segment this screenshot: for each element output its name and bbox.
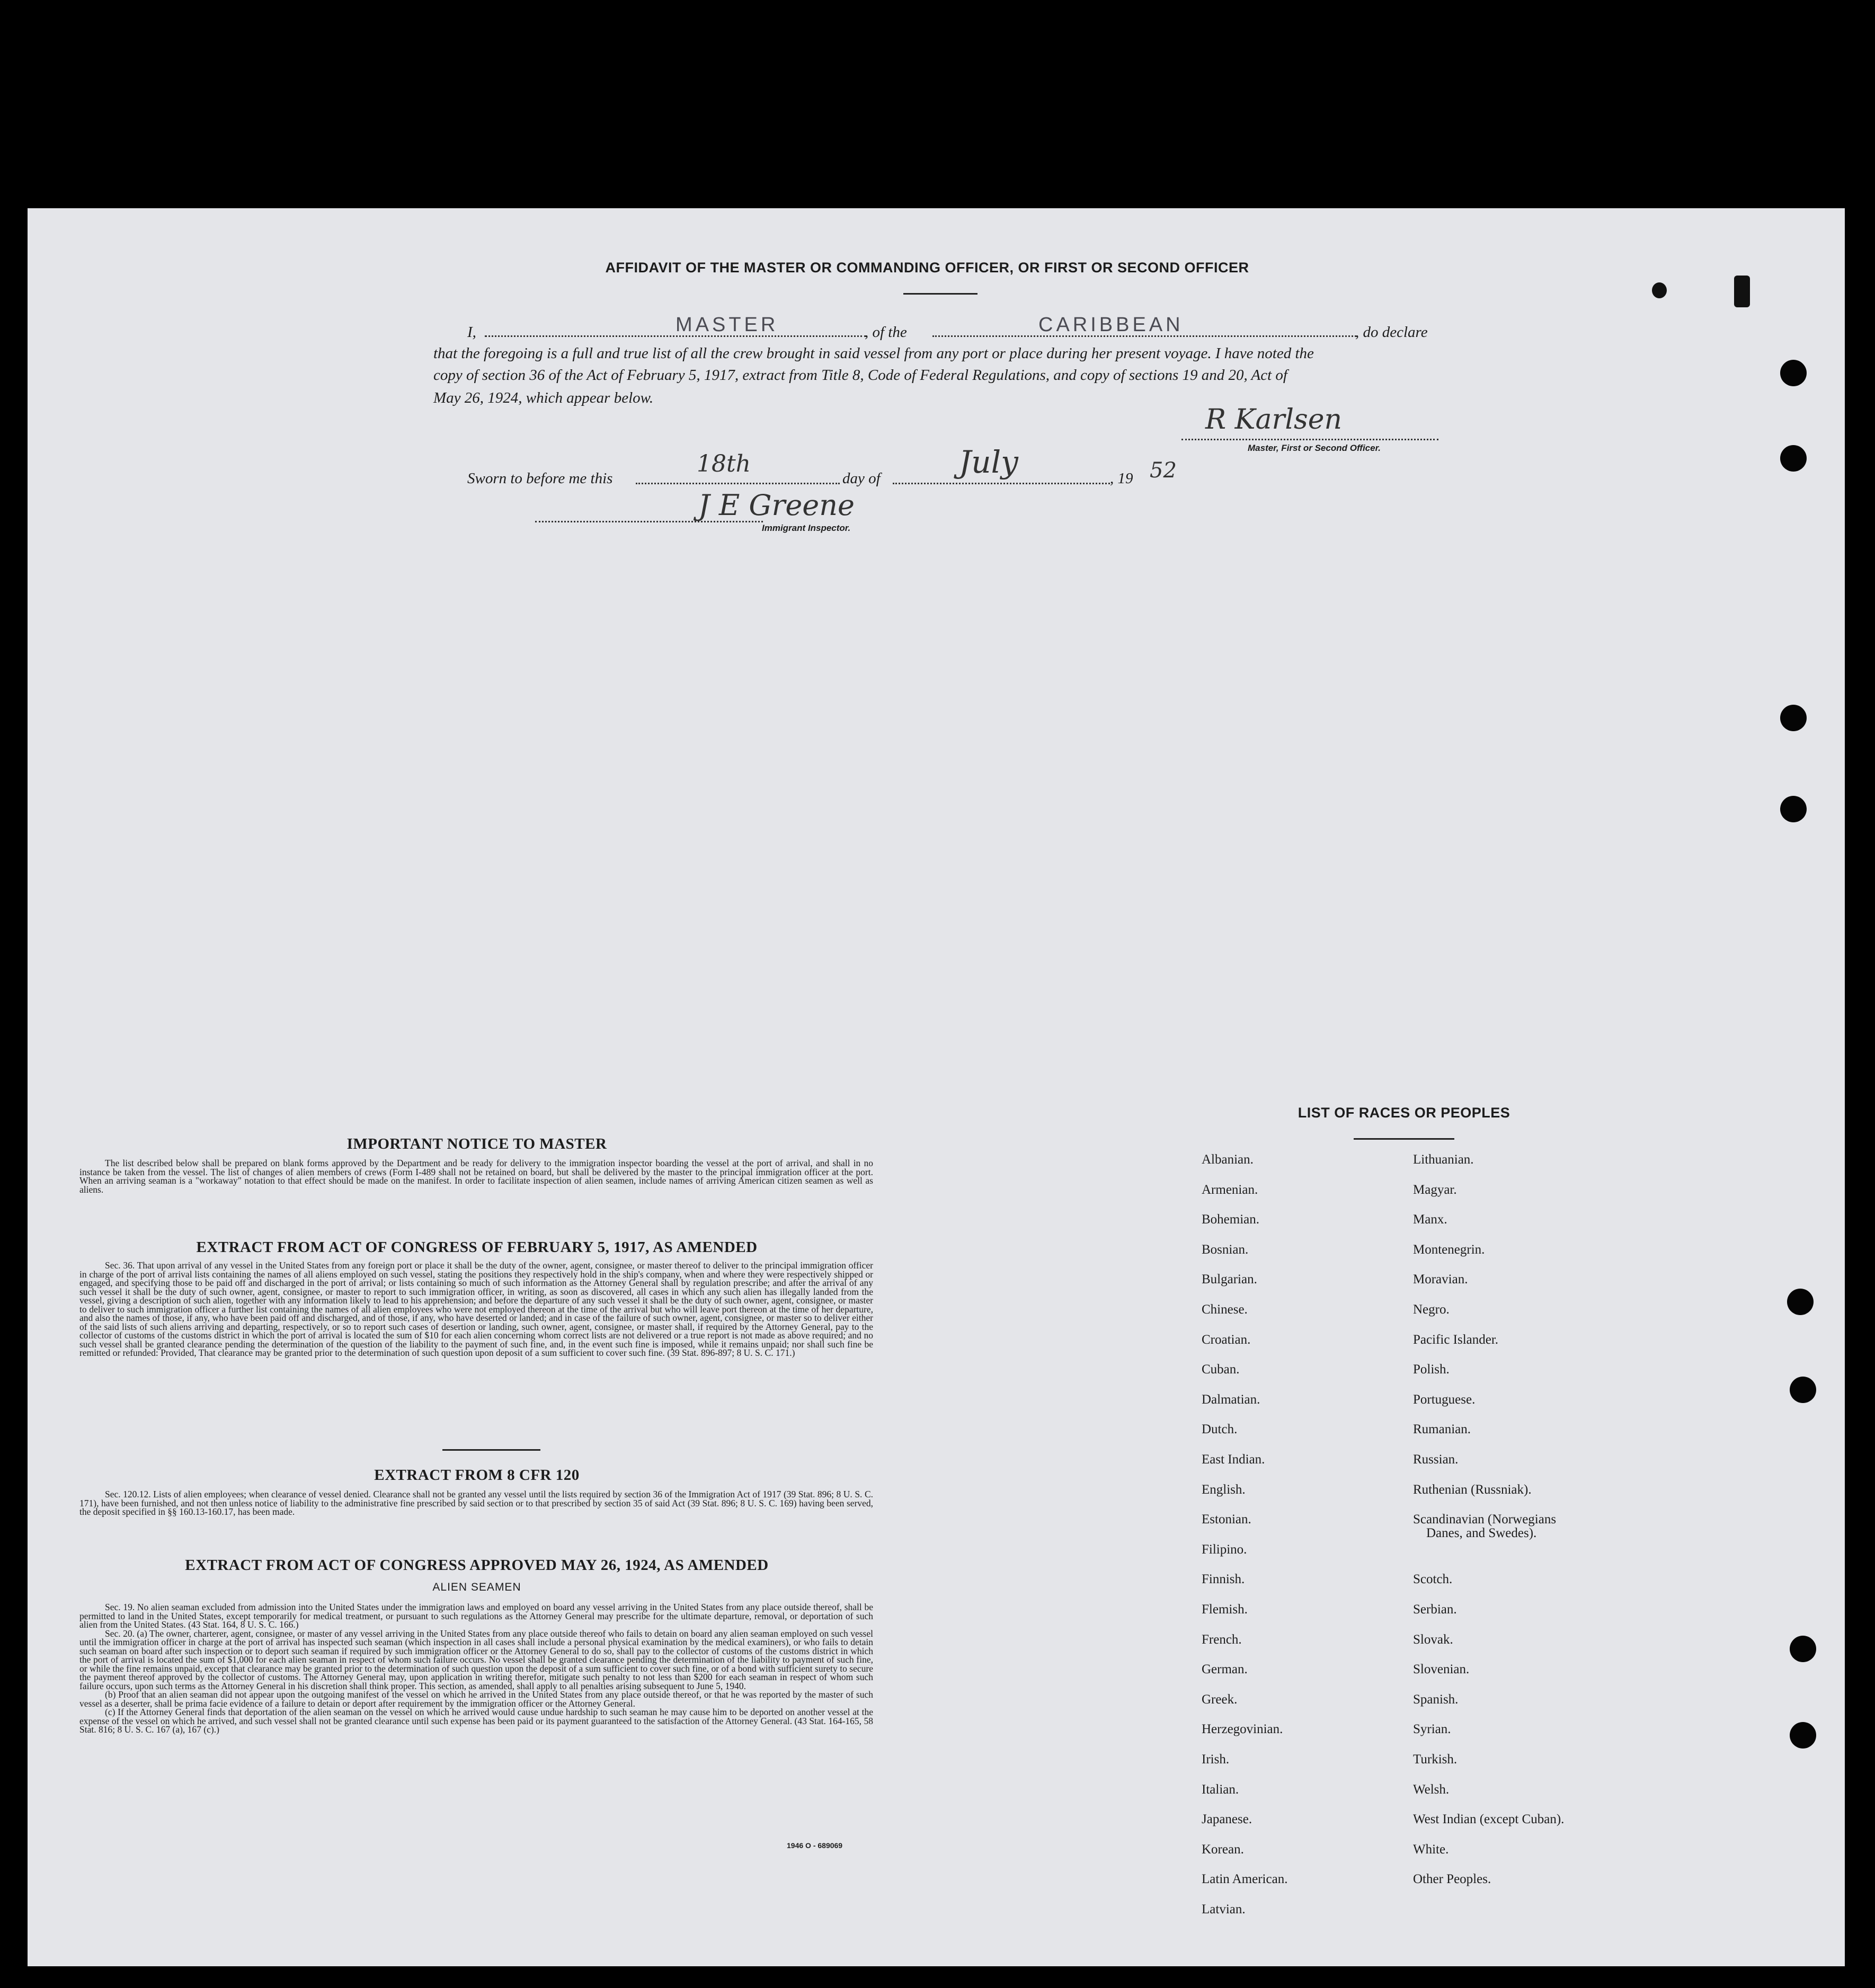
inspector-signature: J E Greene [698, 489, 855, 522]
sec19-paragraph: Sec. 19. No alien seaman excluded from admission into the United States under the immigration laws and employed on board any vessel arriving in the United States from any place outside thereof, shall be permitted to land in the United States, except temporarily for medical treatment, or pursuant to such regulations as the Attorney General may prescribe for the ultimate departure, removal, or deportation of such alien from the United States. (43 Stat. 164, 8 U. S. C. 166.) [79, 1602, 873, 1630]
race-item: Scotch. [1413, 1572, 1453, 1587]
sec120-paragraph: Sec. 120.12. Lists of alien employees; when clearance of vessel denied. Clearance shall not be granted any vessel until the lists required by section 36 of the Immigration Act of 1917 (39 Stat. 896; 8 U. S. C. 171), have been furnished, and not then unless notice of liability to the administrative fine prescribed by said section or to that prescribed by section 35 of said Act (39 Stat. 896; 8 U. S. C. 169) having been served, the deposit specified in §§ 160.13-160.17, has been made. [79, 1489, 873, 1517]
inspector-caption: Immigrant Inspector. [762, 523, 851, 533]
race-item: Greek. [1202, 1692, 1238, 1707]
race-item: Estonian. [1202, 1512, 1251, 1527]
master-caption: Master, First or Second Officer. [1248, 443, 1381, 453]
race-item: Negro. [1413, 1302, 1450, 1317]
race-item: Cuban. [1202, 1362, 1240, 1377]
sec20a-paragraph: Sec. 20. (a) The owner, charterer, agent, consignee, or master of any vessel arriving in the United States from any place outside thereof who fails to detain on board any alien seaman employed on such vessel until the immigration officer in charge at the port of arrival has inspected such seaman (which inspection in all cases shall include a personal physical examination by the medical examiners), or who fails to detain such seaman on board after such inspection or to deport such seaman if required by such immigration officer or the Attorney General to do so, shall pay to the collector of customs of the customs district in which the port of arrival is located the sum of $1,000 for each alien seaman in respect of whom such failure occurs. No vessel shall be granted clearance pending the determination of the liability to payment of such fine, or while the fine remains unpaid, except that clearance may be granted prior to the determination of such question upon the deposit of a sum sufficient to cover such fine, or of a bond with sufficient surety to secure the payment thereof approved by the collector of customs. The Attorney General may, upon application in writing therefor, mitigate such penalty to not less than $200 for each seaman in respect of whom such failure occurs, upon such terms as the Attorney General in his discretion shall think proper. This section, as amended, shall apply to all penalties arising subsequent to June 5, 1940. [79, 1628, 873, 1691]
alien-seamen-subtitle: ALIEN SEAMEN [432, 1581, 521, 1593]
race-item: Latvian. [1202, 1902, 1246, 1916]
race-item: West Indian (except Cuban). [1413, 1812, 1565, 1827]
extract-1917-title: EXTRACT FROM ACT OF CONGRESS OF FEBRUARY 5, 1917, AS AMENDED [196, 1239, 758, 1256]
sworn-year-entry: 52 [1150, 458, 1177, 483]
punch-hole [1790, 1722, 1816, 1749]
race-item: Slovenian. [1413, 1662, 1470, 1677]
punch-hole [1787, 1289, 1814, 1315]
master-signature-line [1181, 439, 1438, 440]
extract-1924-body [79, 1603, 873, 1734]
race-item: Slovak. [1413, 1632, 1453, 1647]
race-item: Croatian. [1202, 1332, 1251, 1347]
sworn-day-entry: 18th [697, 450, 751, 477]
race-item: White. [1413, 1842, 1449, 1857]
notice-title: IMPORTANT NOTICE TO MASTER [346, 1135, 607, 1152]
affidavit-title: AFFIDAVIT OF THE MASTER OR COMMANDING OFFICER, OR FIRST OR SECOND OFFICER [605, 260, 1249, 276]
race-item: Filipino. [1202, 1542, 1247, 1557]
race-item: Ruthenian (Russniak). [1413, 1482, 1532, 1497]
race-item: Serbian. [1413, 1602, 1457, 1617]
race-item: Lithuanian. [1413, 1152, 1474, 1167]
title-rule [903, 293, 978, 295]
race-item: French. [1202, 1632, 1242, 1647]
race-item: Bohemian. [1202, 1212, 1260, 1227]
race-item: Montenegrin. [1413, 1242, 1485, 1257]
master-signature: R Karlsen [1205, 404, 1342, 436]
race-item: East Indian. [1202, 1452, 1265, 1467]
race-item: English. [1202, 1482, 1246, 1497]
race-item: Pacific Islander. [1413, 1332, 1499, 1347]
of-the-label: , of the [865, 324, 907, 341]
race-item: Polish. [1413, 1362, 1450, 1377]
race-item: Syrian. [1413, 1722, 1451, 1737]
punch-hole [1790, 1636, 1816, 1662]
sworn-day-line [636, 483, 840, 484]
extract-cfr-title: EXTRACT FROM 8 CFR 120 [374, 1467, 580, 1484]
affidavit-body-line: May 26, 1924, which appear below. [433, 389, 654, 406]
race-item: Other Peoples. [1413, 1872, 1491, 1887]
race-item: Manx. [1413, 1212, 1447, 1227]
race-item: Scandinavian (Norwegians [1413, 1512, 1557, 1527]
printer-code: 1946 O - 689069 [787, 1841, 843, 1850]
race-item: Flemish. [1202, 1602, 1248, 1617]
punch-hole [1780, 360, 1807, 386]
race-item: Latin American. [1202, 1872, 1288, 1887]
ink-speck [1652, 282, 1667, 298]
notice-paragraph: The list described below shall be prepared on blank forms approved by the Department and be ready for delivery to the immigration inspector boarding the vessel at the port of arrival, and shall in no instance be taken from the vessel. The list of changes of alien members of crews (Form I-489 shall not be retained on board, but shall be delivered by the master to the principal immigration officer at the port. When an arriving seaman is a "workaway" notation to that effect should be made on the manifest. In order to facilitate inspection of alien seamen, include names of arriving American citizen seamen as well as aliens. [79, 1158, 873, 1195]
race-item: Turkish. [1413, 1752, 1458, 1767]
race-item: Dutch. [1202, 1422, 1238, 1437]
affidavit-i-label: I, [467, 324, 476, 341]
race-item: Spanish. [1413, 1692, 1459, 1707]
race-item: Magyar. [1413, 1182, 1457, 1197]
affidavit-body-line: copy of section 36 of the Act of February 5, 1917, extract from Title 8, Code of Federal Regulations, and copy of sections 19 and 20, Act of [433, 367, 1287, 384]
sec36-paragraph: Sec. 36. That upon arrival of any vessel in the United States from any foreign port or place it shall be the duty of the owner, agent, consignee, or master thereof to deliver to the principal immigration officer in charge of the port of arrival lists containing the names of all aliens employed on such vessel, stating the positions they respectively hold in the ship's company, when and where they were respectively shipped or engaged, and specifying those to be paid off and discharged in the port of arrival; or lists containing so much of such information as the Attorney General shall by regulation prescribe; and after the arrival of any such vessel it shall be the duty of such owner, agent, consignee, or master to report to such immigration officer, in writing, as soon as discovered, all cases in which any such alien has illegally landed from the vessel, giving a description of such alien, together with any information likely to lead to his apprehension; and before the departure of any such vessel it shall be the duty of such owner, agent, consignee, or master to deliver to such immigration officer a further list containing the names of all alien employees who were not employed thereon at the time of the arrival but who will leave port thereon at the time of her departure, and also the names of those, if any, who have been paid off and discharged, and of those, if any, who have deserted or landed; and in case of the failure of such owner, agent, consignee, or master so to deliver either of the said lists of such aliens arriving and departing, respectively, or so to report such cases of desertion or landing, such owner, agent, consignee, or master shall, if required by the Attorney General, pay to the collector of customs of the customs district in which the port of arrival is located the sum of $10 for each alien concerning whom correct lists are not delivered or a true report is not made as above required; and no such vessel shall be granted clearance pending the determination of the question of the liability to the payment of such fine, and, in the event such fine is imposed, while it remains unpaid; nor shall such fine be remitted or refunded: Provided, That clearance may be granted prior to the determination of such question upon deposit of a sum sufficient to cover such fine. (39 Stat. 896-897; 8 U. S. C. 171.) [79, 1260, 873, 1358]
race-item: Russian. [1413, 1452, 1459, 1467]
do-declare-label: , do declare [1355, 324, 1428, 341]
ink-speck [1734, 276, 1750, 307]
sec20b-paragraph: (b) Proof that an alien seaman did not appear upon the outgoing manifest of the vessel on which he arrived in the United States from any place outside thereof, or that he was reported by the master of such vessel as a deserter, shall be prima facie evidence of a failure to detain or deport after requirement by the immigration officer or the Attorney General. [79, 1689, 873, 1709]
race-item: Portuguese. [1413, 1392, 1476, 1407]
sworn-month-entry: July [959, 444, 1018, 480]
vessel-name-entry: CARIBBEAN [1038, 314, 1184, 336]
punch-hole [1790, 1377, 1816, 1403]
year-prefix: , 19 [1110, 470, 1133, 487]
race-item: Rumanian. [1413, 1422, 1471, 1437]
race-item: Herzegovinian. [1202, 1722, 1283, 1737]
punch-hole [1780, 445, 1807, 472]
extract-1924-title: EXTRACT FROM ACT OF CONGRESS APPROVED MAY 26, 1924, AS AMENDED [185, 1557, 769, 1574]
section-rule [442, 1449, 540, 1451]
affidavit-body-line: that the foregoing is a full and true list of all the crew brought in said vessel from any port or place during her present voyage. I have noted the [433, 345, 1314, 362]
sworn-label: Sworn to before me this [467, 470, 613, 487]
master-title-entry: MASTER [676, 314, 779, 336]
punch-hole [1780, 705, 1807, 731]
race-item: Bosnian. [1202, 1242, 1249, 1257]
races-title: LIST OF RACES OR PEOPLES [1298, 1105, 1510, 1121]
race-item: German. [1202, 1662, 1248, 1677]
day-of-label: day of [842, 470, 881, 487]
race-item: Welsh. [1413, 1782, 1450, 1797]
race-item: Armenian. [1202, 1182, 1258, 1197]
race-item: Danes, and Swedes). [1426, 1526, 1537, 1541]
extract-cfr-body [79, 1490, 873, 1516]
notice-body [79, 1159, 873, 1194]
race-item: Dalmatian. [1202, 1392, 1260, 1407]
race-item: Korean. [1202, 1842, 1244, 1857]
race-item: Italian. [1202, 1782, 1239, 1797]
punch-hole [1780, 796, 1807, 822]
sec20c-paragraph: (c) If the Attorney General finds that deportation of the alien seaman on the vessel on which he arrived would cause undue hardship to such seaman he may cause him to be deported on another vessel at the expense of the vessel on which he arrived, and such vessel shall not be granted clearance until such expense has been paid or its payment guaranteed to the satisfaction of the Attorney General. (43 Stat. 164-165, 58 Stat. 816; 8 U. S. C. 167 (a), 167 (c).) [79, 1707, 873, 1735]
extract-1917-body [79, 1261, 873, 1357]
races-rule [1354, 1138, 1454, 1140]
race-item: Japanese. [1202, 1812, 1252, 1827]
race-item: Finnish. [1202, 1572, 1245, 1587]
race-item: Moravian. [1413, 1272, 1468, 1287]
race-item: Albanian. [1202, 1152, 1254, 1167]
race-item: Bulgarian. [1202, 1272, 1257, 1287]
sworn-month-line [893, 483, 1110, 484]
race-item: Chinese. [1202, 1302, 1248, 1317]
race-item: Irish. [1202, 1752, 1230, 1767]
